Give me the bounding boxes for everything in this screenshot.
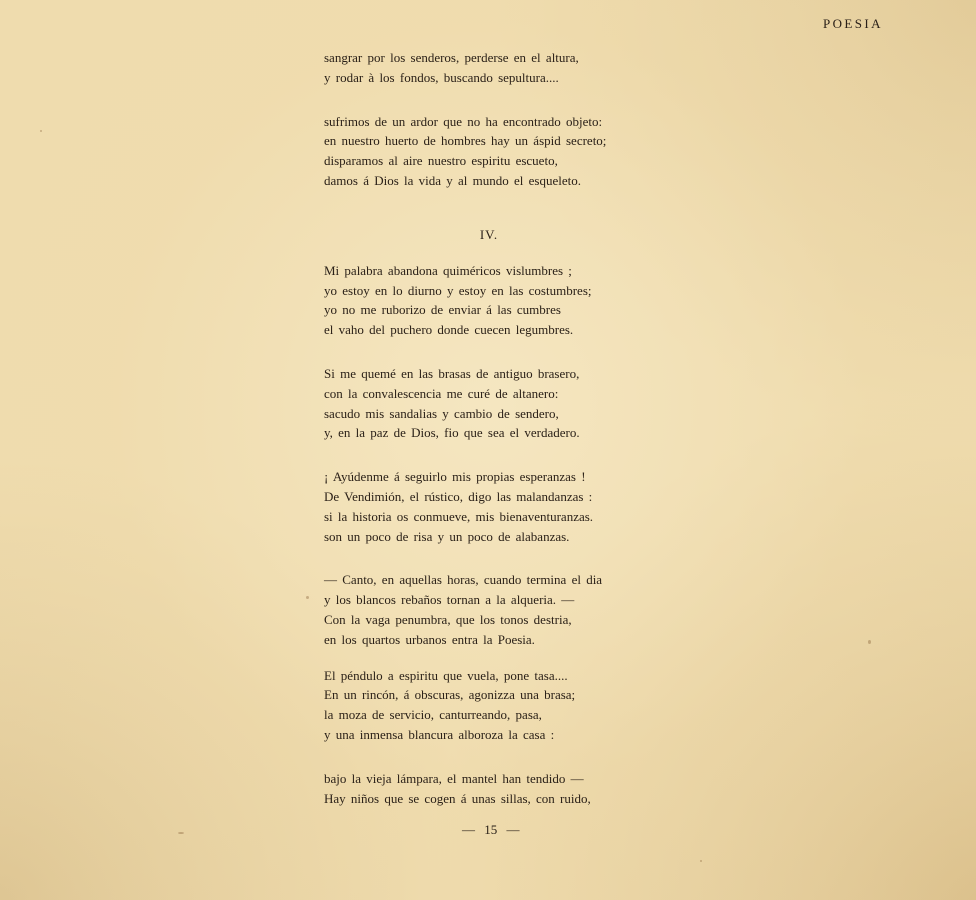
verse-line: y los blancos rebaños tornan a la alqueria. — [324,592,575,608]
stanza [324,570,654,649]
verse-line: y una inmensa blancura alboroza la casa : [324,726,555,742]
stanza [324,261,654,340]
verse-line: ¡ Ayúdenme á seguirlo mis propias esperanzas ! [324,469,586,485]
paper-speck [178,832,184,834]
verse-line: De Vendimión, el rústico, digo las malandanzas : [324,488,593,504]
running-head: POESIA [823,16,883,31]
stanza [324,666,654,745]
stanza [324,467,654,546]
verse-line: sangrar por los senderos, perderse en el altura, [324,50,579,65]
verse-line: sacudo mis sandalias y cambio de sendero, [324,405,559,421]
verse-line: Si me quemé en las brasas de antiguo brasero, [324,365,580,381]
verse-line: — Canto, en aquellas horas, cuando termina el dia [324,572,603,588]
stanza [324,364,654,443]
verse-line: damos á Dios la vida y al mundo el esqueleto. [324,172,582,188]
stanza [324,48,654,88]
verse-line: Con la vaga penumbra, que los tonos destria, [324,611,572,627]
verse-line: si la historia os conmueve, mis bienaventuranzas. [324,508,594,524]
paper-speck [40,130,42,132]
stanza [324,769,654,809]
stanza [324,112,654,191]
section-heading: IV. [479,226,499,242]
verse-line: El péndulo a espiritu que vuela, pone tasa.... [324,667,568,683]
paper-speck [700,860,702,862]
verse-line: disparamos al aire nuestro espiritu escueto, [324,153,558,169]
page-number: — 15 — [462,822,520,837]
verse-line: en los quartos urbanos entra la Poesia. [324,631,535,647]
verse-line: con la convalescencia me curé de altanero: [324,385,559,401]
paper-speck [868,640,871,644]
verse-line: el vaho del puchero donde cuecen legumbres. [324,322,574,338]
verse-line: yo no me ruborizo de enviar á las cumbres [324,302,561,318]
verse-line: yo estoy en lo diurno y estoy en las costumbres; [324,282,592,298]
verse-line: En un rincón, á obscuras, agonizza una brasa; [324,687,576,703]
verse-line: Mi palabra abandona quiméricos vislumbres ; [324,262,572,278]
verse-line: sufrimos de un ardor que no ha encontrado objeto: [324,113,603,129]
verse-line: en nuestro huerto de hombres hay un áspid secreto; [324,133,607,149]
verse-line: son un poco de risa y un poco de alabanzas. [324,528,570,544]
verse-line: bajo la vieja lámpara, el mantel han tendido — [324,770,584,786]
verse-line: la moza de servicio, canturreando, pasa, [324,707,542,723]
verse-line: y, en la paz de Dios, fio que sea el verdadero. [324,425,580,441]
verse-line: y rodar à los fondos, buscando sepultura.... [324,69,559,85]
poem-text [324,48,654,808]
verse-line: Hay niños que se cogen á unas sillas, con ruido, [324,790,591,806]
paper-speck [306,596,309,599]
